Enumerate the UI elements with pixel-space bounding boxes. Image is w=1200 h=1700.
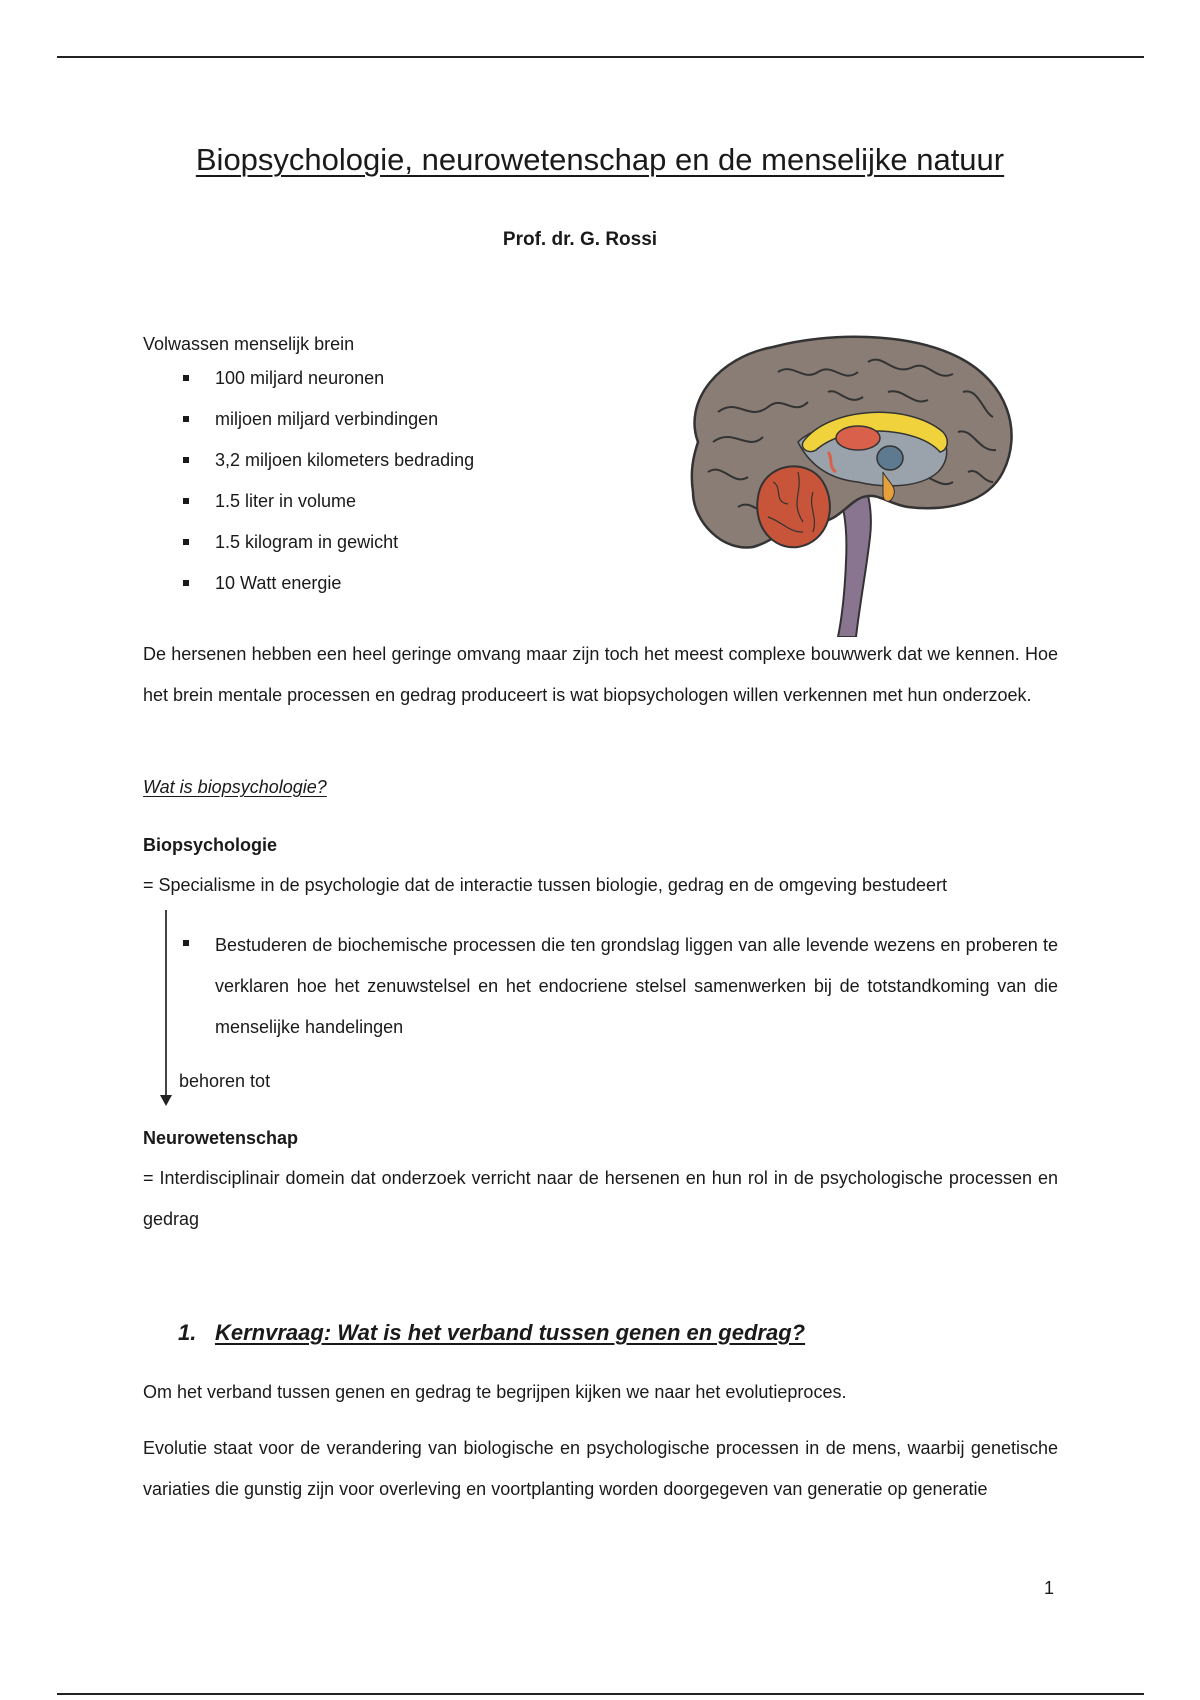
question-heading: Wat is biopsychologie?	[143, 777, 327, 797]
arrow-line	[165, 910, 167, 1097]
term-neurowetenschap: Neurowetenschap	[143, 1128, 299, 1148]
section-heading	[178, 1320, 805, 1346]
bullet-marker	[183, 940, 189, 946]
term-biopsychologie: Biopsychologie	[143, 835, 278, 855]
paragraph-genes: Om het verband tussen genen en gedrag te begrijpen kijken we naar het evolutieproces.	[143, 1382, 847, 1402]
list-item: 3,2 miljoen kilometers bedrading	[143, 448, 474, 489]
list-item: 100 miljard neuronen	[143, 366, 474, 407]
arrow-label: behoren tot	[179, 1071, 271, 1091]
section-title: Kernvraag: Wat is het verband tussen genen en gedrag?	[215, 1320, 806, 1345]
page-number: 1	[1044, 1578, 1055, 1598]
sub-bullet-text: Bestuderen de biochemische processen die ten grondslag liggen van alle levende wezens en proberen te verklaren hoe het zenuwstelsel en het endocriene stelsel samenwerken bij de totstandkoming van die menselijke handelingen	[215, 935, 1058, 1037]
brain-facts-list	[143, 366, 474, 612]
cerebellum	[757, 466, 830, 547]
definition-neurowetenschap: = Interdisciplinair domein dat onderzoek verricht naar de hersenen en hun rol in de psychologische processen en gedrag	[143, 1168, 1058, 1229]
definition-biopsychologie: = Specialisme in de psychologie dat de interactie tussen biologie, gedrag en de omgeving bestudeert	[143, 875, 948, 895]
list-item: 1.5 liter in volume	[143, 489, 474, 530]
thalamus	[836, 426, 880, 450]
paragraph-evolution: Evolutie staat voor de verandering van biologische en psychologische processen in de mens, waarbij genetische variaties die gunstig zijn voor overleving en voortplanting worden doorgegeven van generatie op generatie	[143, 1438, 1058, 1499]
author: Prof. dr. G. Rossi	[502, 229, 658, 250]
brain-illustration	[678, 332, 1018, 637]
top-rule	[57, 56, 1144, 58]
list-item: 1.5 kilogram in gewicht	[143, 530, 474, 571]
paragraph-intro: De hersenen hebben een heel geringe omvang maar zijn toch het meest complexe bouwwerk dat we kennen. Hoe het brein mentale processen en gedrag produceert is wat biopsychologen willen verkennen met hun onderzoek.	[143, 644, 1058, 705]
arrow-down-icon	[160, 1095, 172, 1106]
page-title: Biopsychologie, neurowetenschap en de menselijke natuur	[195, 142, 1005, 177]
intro-label: Volwassen menselijk brein	[143, 334, 355, 354]
bottom-rule	[57, 1693, 1144, 1695]
list-item: 10 Watt energie	[143, 571, 474, 612]
section-number: 1.	[178, 1320, 197, 1345]
list-item: miljoen miljard verbindingen	[143, 407, 474, 448]
